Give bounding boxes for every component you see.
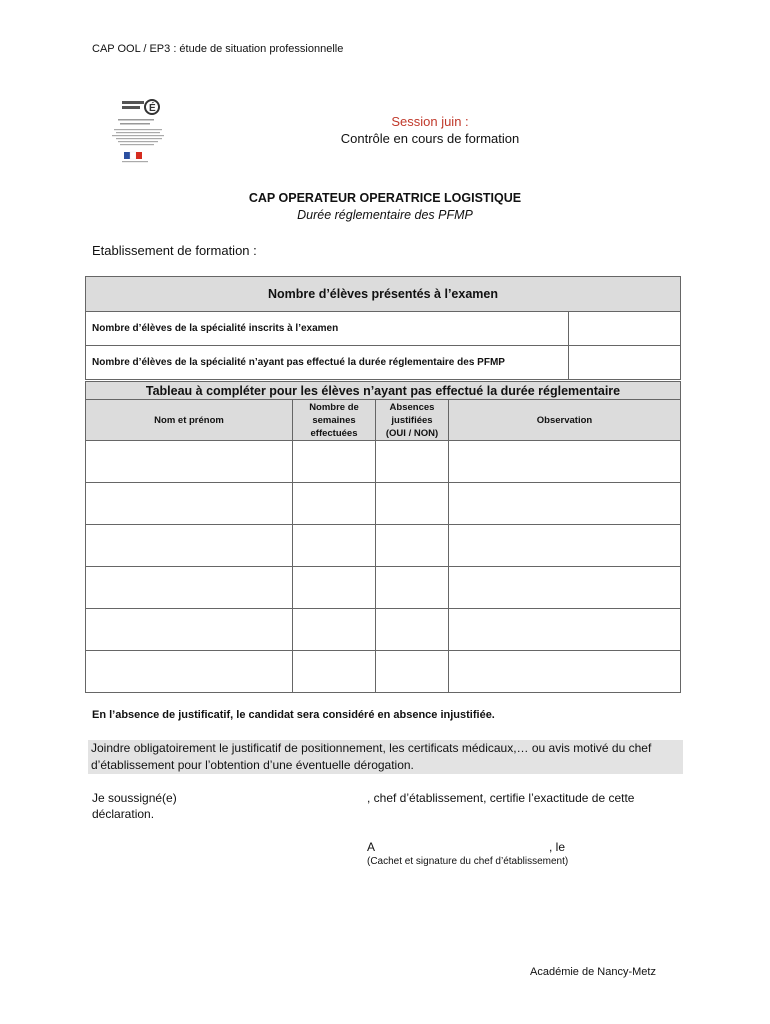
observation-cell[interactable] bbox=[449, 483, 681, 525]
table-row bbox=[86, 567, 681, 609]
summary-table-header: Nombre d’élèves présentés à l’examen bbox=[86, 277, 681, 312]
lieu-label: A bbox=[367, 840, 376, 854]
semaines-cell[interactable] bbox=[293, 483, 376, 525]
document-subtitle: Durée réglementaire des PFMP bbox=[297, 208, 473, 222]
inscrits-value-field[interactable] bbox=[569, 312, 681, 346]
col-semaines-line: effectuées bbox=[310, 427, 358, 439]
students-table bbox=[85, 381, 681, 693]
table-row bbox=[86, 441, 681, 483]
semaines-cell[interactable] bbox=[293, 567, 376, 609]
col-nom-header: Nom et prénom bbox=[86, 400, 293, 441]
date-label: , le bbox=[549, 840, 566, 854]
col-absences-line: (OUI / NON) bbox=[385, 427, 439, 439]
table-row bbox=[86, 609, 681, 651]
table-row bbox=[86, 483, 681, 525]
session-label: Session juin : bbox=[391, 114, 469, 129]
etablissement-label: Etablissement de formation : bbox=[92, 243, 257, 258]
document-title: CAP OPERATEUR OPERATRICE LOGISTIQUE bbox=[248, 191, 522, 205]
semaines-cell[interactable] bbox=[293, 525, 376, 567]
absences-cell[interactable] bbox=[376, 483, 449, 525]
students-table-caption: Tableau à compléter pour les élèves n’ayant pas effectué la durée réglementaire bbox=[86, 382, 681, 400]
nom-cell[interactable] bbox=[86, 483, 293, 525]
absences-cell[interactable] bbox=[376, 651, 449, 693]
chef-label: , chef d’établissement, certifie l’exactitude de cette bbox=[367, 791, 635, 805]
observation-cell[interactable] bbox=[449, 567, 681, 609]
non-reglementaire-value-field[interactable] bbox=[569, 346, 681, 380]
observation-cell[interactable] bbox=[449, 525, 681, 567]
nom-cell[interactable] bbox=[86, 609, 293, 651]
col-absences-header bbox=[376, 400, 449, 441]
observation-cell[interactable] bbox=[449, 651, 681, 693]
table-row bbox=[86, 346, 681, 380]
table-row bbox=[86, 651, 681, 693]
nom-cell[interactable] bbox=[86, 525, 293, 567]
observation-cell[interactable] bbox=[449, 441, 681, 483]
semaines-cell[interactable] bbox=[293, 441, 376, 483]
soussigne-label: Je soussigné(e) bbox=[92, 791, 177, 805]
observation-cell[interactable] bbox=[449, 609, 681, 651]
table-row bbox=[86, 312, 681, 346]
absences-cell[interactable] bbox=[376, 567, 449, 609]
footer-academie: Académie de Nancy-Metz bbox=[530, 966, 656, 978]
joindre-note: Joindre obligatoirement le justificatif de positionnement, les certificats médicaux,… ou avis motivé du chef d’établissement pour l’obtention d’une éventuelle dérogation. bbox=[88, 740, 683, 774]
declaration-label: déclaration. bbox=[92, 807, 155, 821]
semaines-cell[interactable] bbox=[293, 651, 376, 693]
non-reglementaire-label: Nombre d’élèves de la spécialité n’ayant pas effectué la durée réglementaire des PFMP bbox=[86, 346, 569, 380]
absence-note: En l’absence de justificatif, le candidat sera considéré en absence injustifiée. bbox=[92, 709, 495, 721]
table-row bbox=[86, 525, 681, 567]
nom-cell[interactable] bbox=[86, 567, 293, 609]
students-table-header-row bbox=[86, 400, 681, 441]
absences-cell[interactable] bbox=[376, 525, 449, 567]
nom-cell[interactable] bbox=[86, 651, 293, 693]
document-header: CAP OOL / EP3 : étude de situation professionnelle bbox=[92, 43, 344, 55]
inscrits-label: Nombre d’élèves de la spécialité inscrits à l’examen bbox=[86, 312, 569, 346]
nom-cell[interactable] bbox=[86, 441, 293, 483]
absences-cell[interactable] bbox=[376, 441, 449, 483]
col-absences-line: justifiées bbox=[391, 414, 433, 426]
col-semaines-header bbox=[293, 400, 376, 441]
cachet-label: (Cachet et signature du chef d’établissement) bbox=[367, 856, 569, 867]
session-mode: Contrôle en cours de formation bbox=[340, 131, 520, 146]
col-observation-header: Observation bbox=[449, 400, 681, 441]
semaines-cell[interactable] bbox=[293, 609, 376, 651]
absences-cell[interactable] bbox=[376, 609, 449, 651]
col-semaines-line: semaines bbox=[312, 414, 356, 426]
academie-logo bbox=[108, 95, 170, 167]
col-semaines-line: Nombre de bbox=[309, 401, 359, 413]
svg-text:É: É bbox=[149, 103, 156, 114]
summary-table bbox=[85, 276, 681, 380]
col-absences-line: Absences bbox=[389, 401, 435, 413]
